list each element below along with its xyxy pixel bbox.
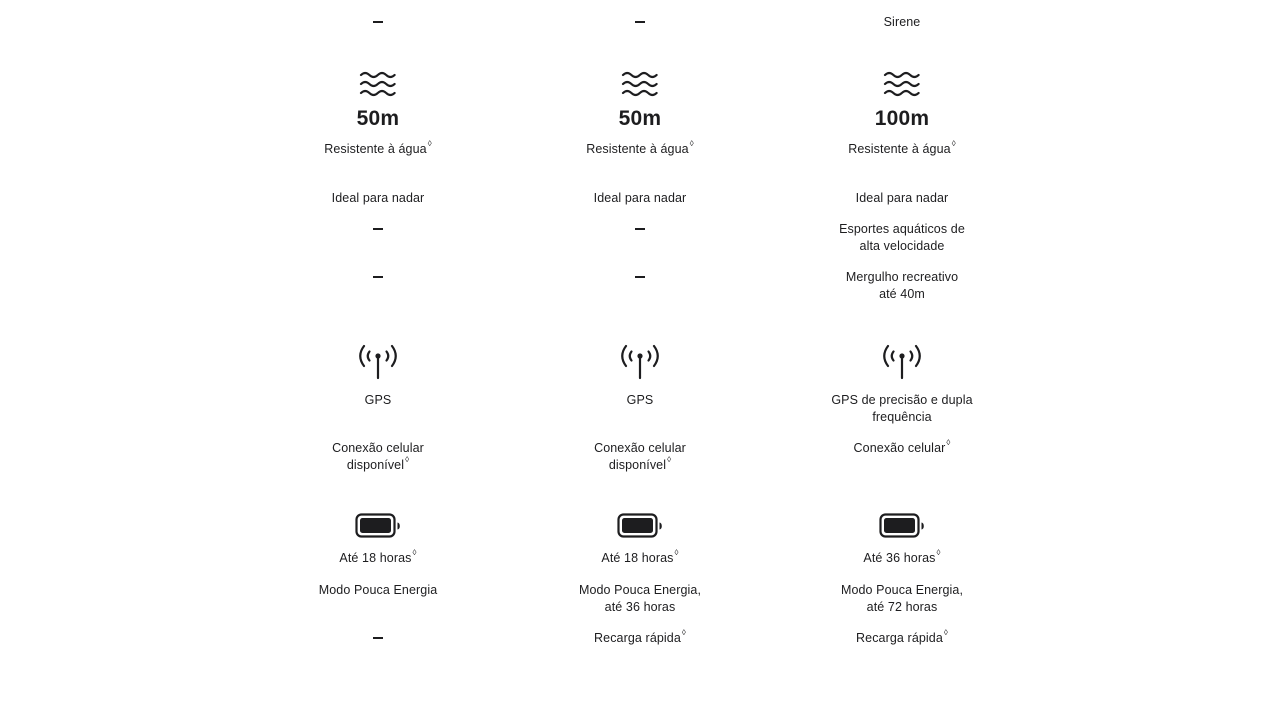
water-depth-value: 50m <box>356 107 400 130</box>
cellular-label: Conexão celular◊ <box>853 438 951 455</box>
fast-charging-label: Recarga rápida◊ <box>594 628 686 645</box>
diving-not-available-dash <box>373 276 383 278</box>
footnote-mark[interactable]: ◊ <box>412 548 417 557</box>
footnote-mark[interactable]: ◊ <box>405 455 410 464</box>
footnote-mark[interactable]: ◊ <box>946 438 951 447</box>
water-waves-icon <box>520 70 760 105</box>
footnote-mark[interactable]: ◊ <box>936 548 941 557</box>
high-speed-sports-not-available-dash <box>373 228 383 230</box>
footnote-mark[interactable]: ◊ <box>681 628 686 637</box>
battery-life-label: Até 18 horas◊ <box>339 548 417 565</box>
comparison-column-1 <box>258 0 498 720</box>
battery-full-icon <box>258 513 498 544</box>
swimming-label: Ideal para nadar <box>593 191 687 205</box>
footnote-mark[interactable]: ◊ <box>667 455 672 464</box>
antenna-signal-icon <box>782 341 1022 386</box>
antenna-signal-icon <box>258 341 498 386</box>
battery-full-icon <box>782 513 1022 544</box>
footnote-mark[interactable]: ◊ <box>943 628 948 637</box>
siren-not-available-dash <box>373 21 383 23</box>
water-resistant-label: Resistente à água◊ <box>586 139 694 156</box>
siren-not-available-dash <box>635 21 645 23</box>
gps-label: GPS <box>364 393 392 407</box>
footnote-mark[interactable]: ◊ <box>689 139 694 148</box>
comparison-column-2 <box>520 0 760 720</box>
footnote-mark[interactable]: ◊ <box>951 139 956 148</box>
cellular-label: Conexão celular disponível◊ <box>332 441 424 472</box>
recreational-diving-label: Mergulho recreativo até 40m <box>845 270 959 301</box>
water-depth-value: 50m <box>618 107 662 130</box>
fast-charging-not-available-dash <box>373 637 383 639</box>
water-resistant-label: Resistente à água◊ <box>848 139 956 156</box>
water-depth-value: 100m <box>874 107 930 130</box>
cellular-label: Conexão celular disponível◊ <box>594 441 686 472</box>
antenna-signal-icon <box>520 341 760 386</box>
low-power-mode-label: Modo Pouca Energia, até 36 horas <box>578 583 702 614</box>
swimming-label: Ideal para nadar <box>331 191 425 205</box>
footnote-mark[interactable]: ◊ <box>427 139 432 148</box>
comparison-column-3 <box>782 0 1022 720</box>
water-waves-icon <box>258 70 498 105</box>
gps-label: GPS <box>626 393 654 407</box>
high-speed-sports-not-available-dash <box>635 228 645 230</box>
low-power-mode-label: Modo Pouca Energia <box>318 583 438 597</box>
water-resistant-label: Resistente à água◊ <box>324 139 432 156</box>
swimming-label: Ideal para nadar <box>855 191 949 205</box>
battery-life-label: Até 18 horas◊ <box>601 548 679 565</box>
gps-label: GPS de precisão e dupla frequência <box>831 393 973 424</box>
footnote-mark[interactable]: ◊ <box>674 548 679 557</box>
battery-full-icon <box>520 513 760 544</box>
low-power-mode-label: Modo Pouca Energia, até 72 horas <box>840 583 964 614</box>
water-waves-icon <box>782 70 1022 105</box>
siren-label: Sirene <box>883 15 921 29</box>
battery-life-label: Até 36 horas◊ <box>863 548 941 565</box>
fast-charging-label: Recarga rápida◊ <box>856 628 948 645</box>
high-speed-water-sports-label: Esportes aquáticos de alta velocidade <box>839 222 965 253</box>
diving-not-available-dash <box>635 276 645 278</box>
